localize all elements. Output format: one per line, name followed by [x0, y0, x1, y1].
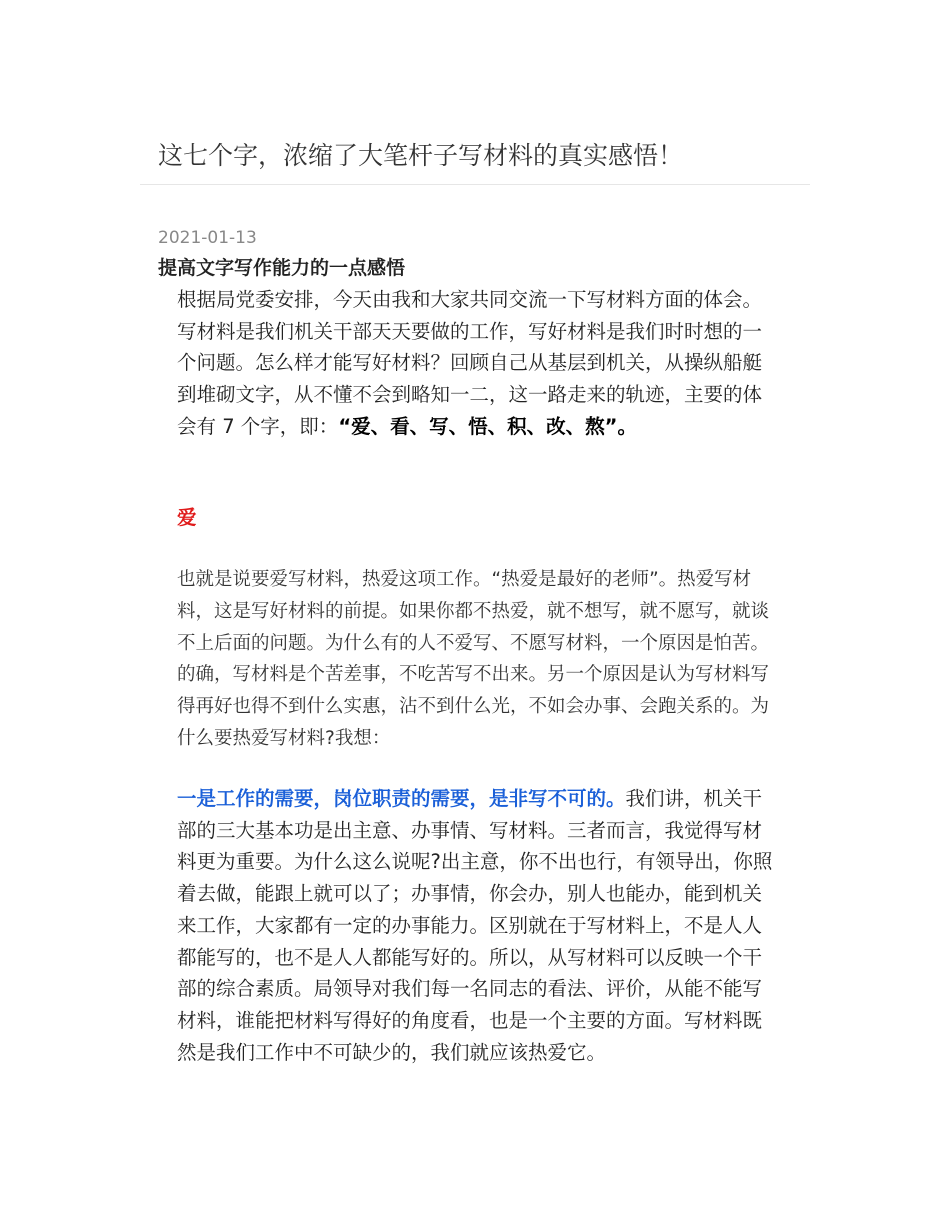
intro-paragraph: [177, 284, 777, 443]
highlight-sentence: 一是工作的需要，岗位职责的需要，是非写不可的。: [177, 787, 626, 810]
body-paragraph-2-text: 我们讲，机关干部的三大基本功是出主意、办事情、写材料。三者而言，我觉得写材料更为重要。为什么这么说呢?出主意，你不出也行，有领导出，你照着去做，能跟上就可以了；办事情，你会办，别人也能办，能到机关来工作，大家都有一定的办事能力。区别就在于写材料上，不是人人都能写的，也不是人人都能写好的。所以，从写材料可以反映一个干部的综合素质。局领导对我们每一名同志的看法、评价，从能不能写材料，谁能把材料写得好的角度看，也是一个主要的方面。写材料既然是我们工作中不可缺少的，我们就应该热爱它。: [177, 787, 773, 1064]
section-heading-love: 爱: [177, 506, 197, 529]
intro-emphasis: “爱、看、写、悟、积、改、熬”。: [338, 414, 637, 438]
body-paragraph-2: [177, 783, 777, 1068]
title-divider: [140, 184, 810, 185]
intro-text: 根据局党委安排，今天由我和大家共同交流一下写材料方面的体会。写材料是我们机关干部天天要做的工作，写好材料是我们时时想的一个问题。怎么样才能写好材料？回顾自己从基层到机关，从操纵船艇到堆砌文字，从不懂不会到略知一二，这一路走来的轨迹，主要的体会有 7 个字，即：: [177, 288, 763, 438]
article-title: 这七个字，浓缩了大笔杆子写材料的真实感悟！: [158, 141, 684, 170]
publish-date: 2021-01-13: [158, 228, 257, 248]
body-paragraph-1: 也就是说要爱写材料，热爱这项工作。“热爱是最好的老师”。热爱写材料，这是写好材料的前提。如果你都不热爱，就不想写，就不愿写，就谈不上后面的问题。为什么有的人不爱写、不愿写材料，一个原因是怕苦。的确，写材料是个苦差事，不吃苦写不出来。另一个原因是认为写材料写得再好也得不到什么实惠，沾不到什么光，不如会办事、会跑关系的。为什么要热爱写材料?我想：: [177, 569, 770, 749]
article-subtitle: 提高文字写作能力的一点感悟: [158, 257, 406, 279]
